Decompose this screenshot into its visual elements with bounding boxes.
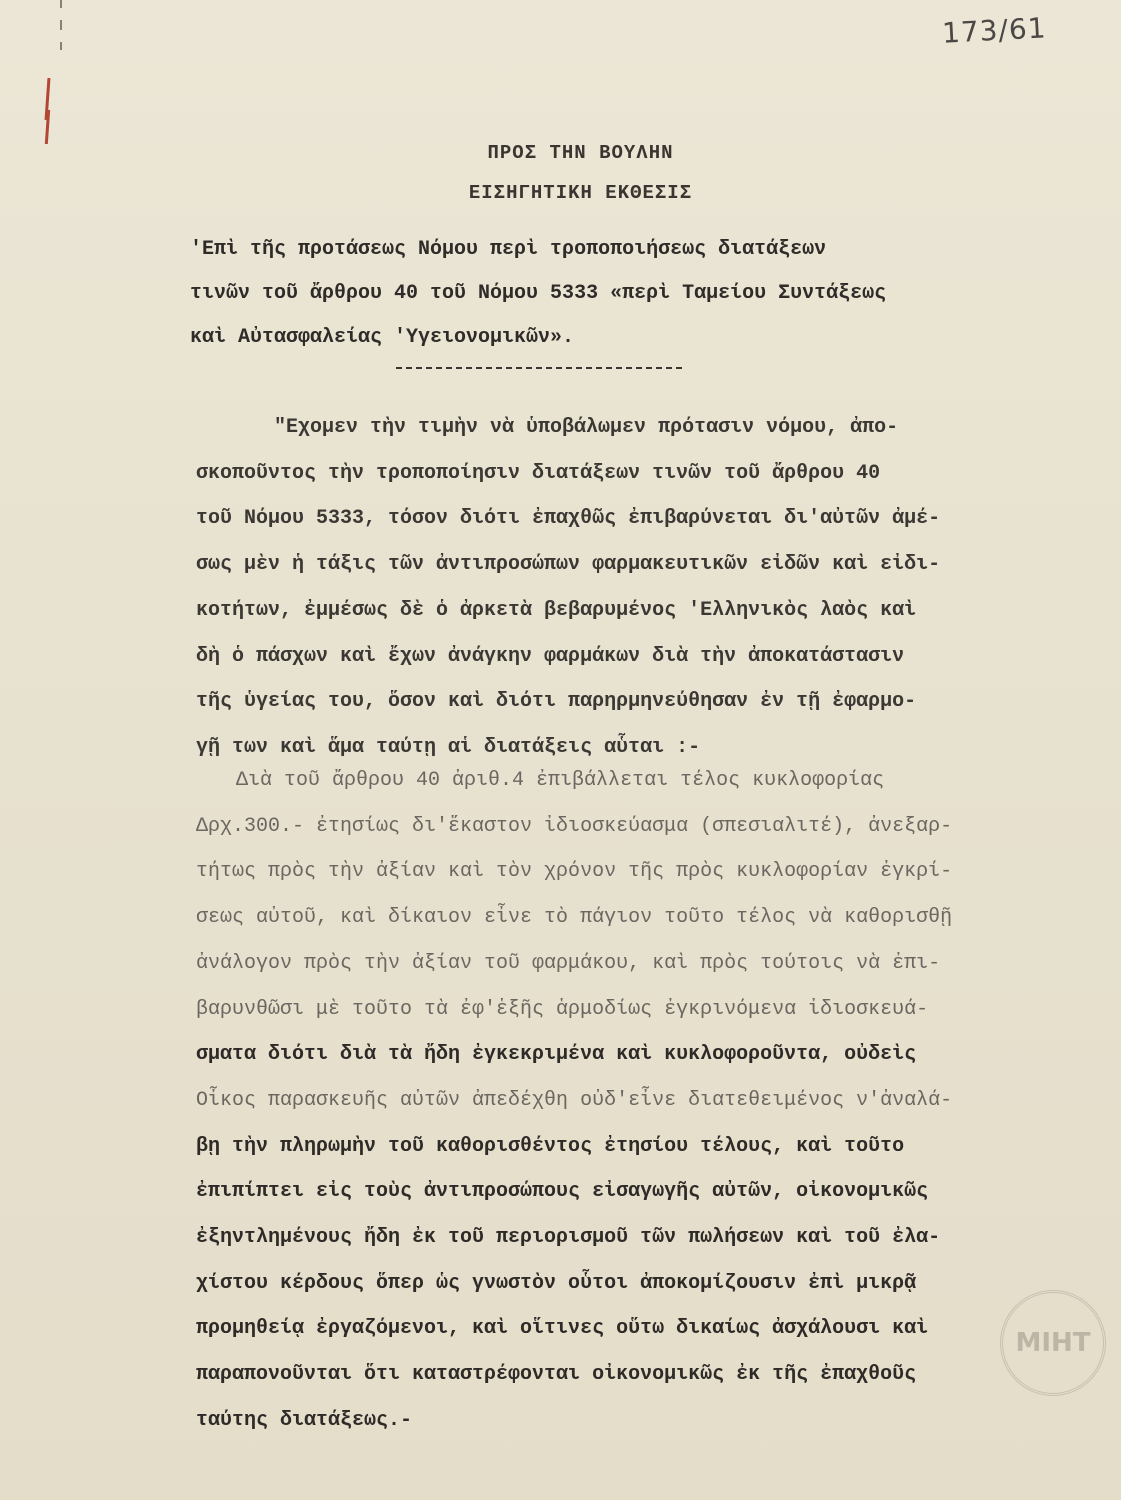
- subject-line: καὶ Αὐτασφαλείας 'Υγειονομικῶν».: [190, 326, 575, 349]
- paragraph-line: δὴ ὁ πάσχων καὶ ἔχων ἀνάγκην φαρμάκων διὰ τὴν ἀποκατάστασιν: [196, 644, 905, 668]
- paragraph-line: ταύτης διατάξεως.-: [196, 1408, 413, 1432]
- separator-line: [396, 367, 682, 369]
- paragraph-line: σματα διότι διὰ τὰ ἤδη ἐγκεκριμένα καὶ κυκλοφοροῦντα, οὐδεὶς: [196, 1043, 917, 1067]
- paragraph-line: σεως αὐτοῦ, καὶ δίκαιον εἶνε τὸ πάγιον τοῦτο τέλος νὰ καθορισθῇ: [196, 906, 953, 930]
- paragraph-line: ἀνάλογον πρὸς τὴν ἀξίαν τοῦ φαρμάκου, καὶ πρὸς τούτοις νὰ ἐπι-: [196, 951, 941, 975]
- margin-mark: [60, 20, 62, 30]
- paragraph-line: τοῦ Νόμου 5333, τόσον διότι ἐπαχθῶς ἐπιβαρύνεται δι'αὐτῶν ἀμέ-: [196, 507, 941, 531]
- paragraph-line: "Εχομεν τὴν τιμὴν νὰ ὑποβάλωμεν πρότασιν νόμου, ἀπο-: [274, 416, 899, 439]
- margin-mark: [60, 42, 62, 50]
- paragraph-line: σως μὲν ἡ τάξις τῶν ἀντιπροσώπων φαρμακευτικῶν εἰδῶν καὶ εἰδι-: [196, 553, 941, 577]
- paragraph-line: κοτήτων, ἐμμέσως δὲ ὁ ἀρκετὰ βεβαρυμένος 'Ελληνικὸς λαὸς καὶ: [196, 598, 917, 622]
- subject-block: [190, 228, 1030, 360]
- paragraph-line: βῃ τὴν πληρωμὴν τοῦ καθορισθέντος ἐτησίου τέλους, καὶ τοῦτο: [196, 1134, 905, 1158]
- paragraph-line: Διὰ τοῦ ἄρθρου 40 ἀριθ.4 ἐπιβάλλεται τέλος κυκλοφορίας: [236, 769, 885, 792]
- stamp-text: ΜΙΗΤ: [1015, 1328, 1091, 1358]
- paragraph-line: Οἶκος παρασκευῆς αὐτῶν ἀπεδέχθη οὐδ'εἶνε διατεθειμένος ν'ἀναλά-: [196, 1088, 953, 1112]
- paragraph-line: Δρχ.300.- ἐτησίως δι'ἕκαστον ἰδιοσκεύασμα (σπεσιαλιτέ), ἀνεξαρ-: [196, 814, 953, 838]
- paragraph-intro: [196, 405, 1046, 771]
- subject-line: 'Επὶ τῆς προτάσεως Νόμου περὶ τροποποιήσεως διατάξεων: [190, 238, 827, 261]
- paragraph-line: ἐξηντλημένους ἤδη ἐκ τοῦ περιορισμοῦ τῶν πωλήσεων καὶ τοῦ ἐλα-: [196, 1226, 941, 1250]
- paragraph-line: παραπονοῦνται ὅτι καταστρέφονται οἰκονομικῶς ἐκ τῆς ἐπαχθοῦς: [196, 1363, 917, 1387]
- paragraph-line: ἐπιπίπτει εἰς τοὺς ἀντιπροσώπους εἰσαγωγῆς αὐτῶν, οἰκονομικῶς: [196, 1180, 929, 1204]
- page-number: 173/61: [941, 11, 1048, 50]
- paragraph-line: σκοποῦντος τὴν τροποποίησιν διατάξεων τινῶν τοῦ ἄρθρου 40: [196, 461, 881, 485]
- paragraph-article-40: [196, 758, 1046, 1444]
- paragraph-line: προμηθείᾳ ἐργαζόμενοι, καὶ οἵτινες οὕτω δικαίως ἀσχάλουσι καὶ: [196, 1317, 929, 1341]
- paragraph-line: γῇ των καὶ ἅμα ταύτῃ αἱ διατάξεις αὗται :-: [196, 735, 701, 759]
- heading-addressee: ΠΡΟΣ ΤΗΝ ΒΟΥΛΗΝ: [487, 142, 674, 164]
- paragraph-line: τήτως πρὸς τὴν ἀξίαν καὶ τὸν χρόνον τῆς πρὸς κυκλοφορίαν ἐγκρί-: [196, 860, 953, 884]
- archive-watermark-stamp: [1000, 1290, 1106, 1396]
- subject-line: τινῶν τοῦ ἄρθρου 40 τοῦ Νόμου 5333 «περὶ Ταμείου Συντάξεως: [190, 282, 887, 305]
- margin-mark: [60, 0, 62, 8]
- paragraph-line: βαρυνθῶσι μὲ τοῦτο τὰ ἐφ'ἑξῆς ἁρμοδίως ἐγκρινόμενα ἰδιοσκευά-: [196, 997, 929, 1021]
- paragraph-line: τῆς ὑγείας του, ὅσον καὶ διότι παρηρμηνεύθησαν ἐν τῇ ἐφαρμο-: [196, 690, 917, 714]
- paragraph-line: χίστου κέρδους ὅπερ ὡς γνωστὸν οὗτοι ἀποκομίζουσιν ἐπὶ μικρᾷ: [196, 1271, 917, 1295]
- heading-title: ΕΙΣΗΓΗΤΙΚΗ ΕΚΘΕΣΙΣ: [468, 182, 693, 204]
